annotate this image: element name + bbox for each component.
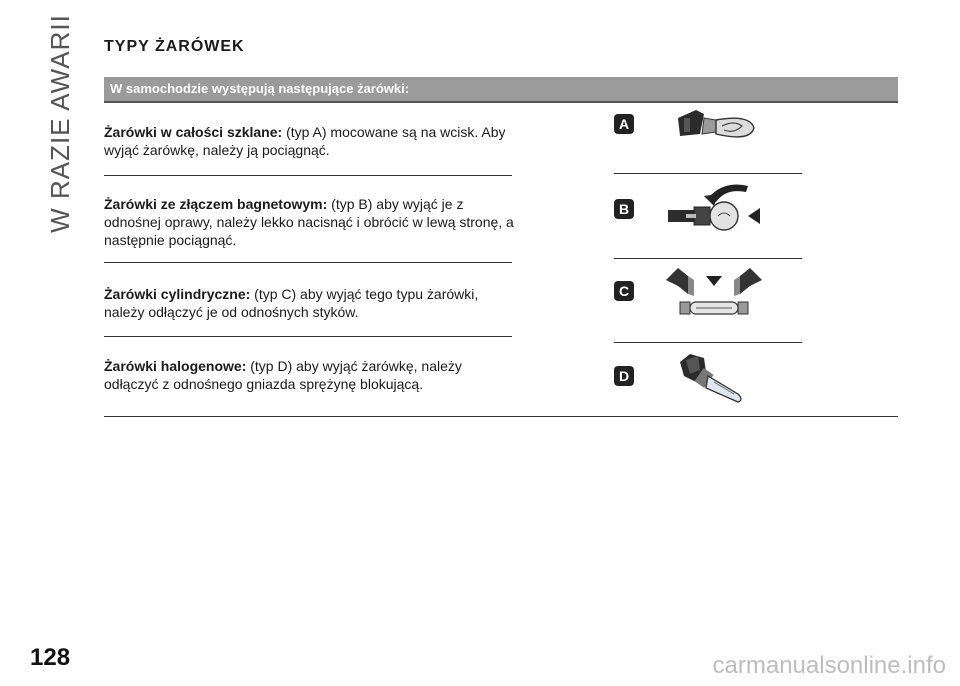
bottom-rule (104, 416, 898, 417)
figure-divider (614, 258, 802, 259)
bulb-type-c-icon (664, 266, 764, 322)
section-header-text: W samochodzie występują następujące żarówki: (110, 81, 410, 96)
bulb-type-b-icon (664, 180, 764, 240)
section-header-bar (104, 77, 898, 103)
entry-type-a (104, 123, 514, 159)
entry-c-text: (typ C) aby wyjąć tego typu żarówki, należy odłączyć je od odnośnych styków. (104, 286, 479, 320)
side-section-label: W RAZIE AWARII (44, 13, 75, 233)
entry-a-text: (typ A) mocowane są na wcisk. Aby wyjąć żarówkę, należy ją pociągnąć. (104, 124, 506, 158)
page-number: 128 (30, 644, 71, 671)
side-section-tab (38, 13, 82, 233)
figure-badge-d: D (614, 366, 634, 386)
entry-b-text: (typ B) aby wyjąć je z odnośnej oprawy, należy lekko nacisnąć i obrócić w lewą stronę, a następnie pociągnąć. (104, 196, 514, 248)
page-title: TYPY ŻARÓWEK (104, 38, 245, 55)
figure-badge-c: C (614, 281, 634, 301)
divider (104, 175, 512, 176)
entry-type-b (104, 195, 514, 249)
bulb-type-a-icon (670, 104, 760, 150)
divider (104, 262, 512, 263)
entry-d-text: (typ D) aby wyjąć żarówkę, należy odłączyć z odnośnego gniazda sprężynę blokującą. (104, 358, 462, 392)
entry-type-c (104, 285, 514, 321)
bulb-type-d-icon (676, 352, 748, 406)
divider (104, 336, 512, 337)
watermark: carmanualsonline.info (712, 652, 946, 679)
figure-badge-a: A (614, 114, 634, 134)
entry-c-title: Żarówki cylindryczne: (104, 286, 251, 302)
figure-divider (614, 342, 802, 343)
entry-type-d (104, 357, 514, 393)
figure-badge-b: B (614, 199, 634, 219)
entry-a-title: Żarówki w całości szklane: (104, 124, 283, 140)
figure-divider (614, 173, 802, 174)
entry-d-title: Żarówki halogenowe: (104, 358, 247, 374)
entry-b-title: Żarówki ze złączem bagnetowym: (104, 196, 328, 212)
